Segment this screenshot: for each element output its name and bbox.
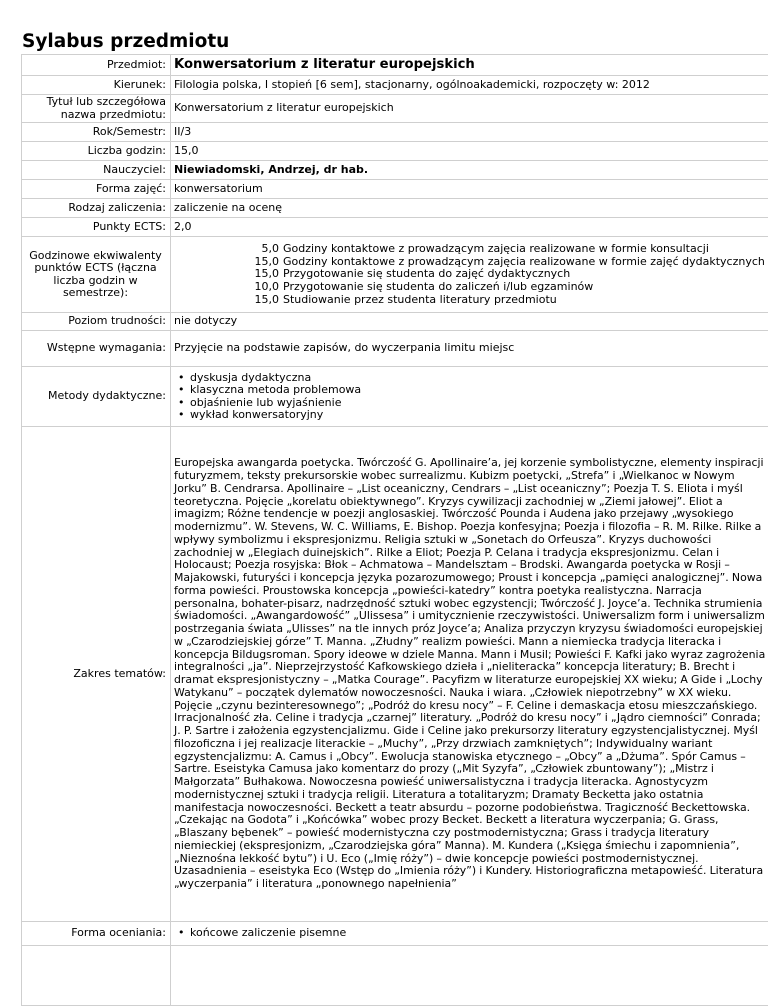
row-forma: [22, 180, 768, 199]
label-trudnosc: Poziom trudności:: [22, 313, 171, 331]
label-ocenianie: Forma oceniania:: [22, 922, 171, 946]
ects-text: Studiowanie przez studenta literatury przedmiotu: [283, 294, 766, 307]
row-ekwiwalent: [22, 237, 768, 313]
list-item: • dyskusja dydaktyczna: [174, 372, 766, 385]
page-title: Sylabus przedmiotu: [22, 31, 229, 52]
ects-hours: 15,0: [245, 256, 279, 269]
methods-list: [174, 372, 766, 422]
row-metody: [22, 367, 768, 427]
value-ekwiwalent: [171, 237, 768, 313]
row-empty: [22, 946, 768, 1006]
ects-hours: 15,0: [245, 294, 279, 307]
row-zakres: [22, 427, 768, 922]
grading-list: [174, 927, 766, 940]
row-zaliczenie: [22, 199, 768, 218]
label-godziny: Liczba godzin:: [22, 142, 171, 161]
value-zakres: Europejska awangarda poetycka. Twórczość G. Apollinaire’a, jej korzenie symbolistyczne, elementy inspiracji futuryzmem, teksty prekursorskie wobec surrealizmu. Kubizm poetycki, „Strefa” i „Wielkanoc w Nowym Jorku” B. Cendrarsa. Apollinaire – „List oceaniczny, Cendrars – „List oceaniczny”; Poezja T. S. Eliota i myśl teoretyczna. Pojęcie „korelatu obiektywnego”. Kryzys cywilizacji zachodniej w „Ziemi jałowej”. Eliot a imagizm; Różne tendencje w poezji anglosaskiej. Twórczość Pounda i Audena jako przejawy „wysokiego modernizmu”. W. Stevens, W. C. Williams, E. Bishop. Poezja konfesyjna; Poezja i filozofia – R. M. Rilke. Rilke a wpływy symbolizmu i ekspresjonizmu. Religia sztuki w „Sonetach do Orfeusza”. Kryzys duchowości zachodniej w „Elegiach duinejskich”. Rilke a Eliot; Poezja P. Celana i tradycja ekspresjonizmu. Celan i Holocaust; Poezja rosyjska: Błok – Achmatowa – Mandelsztam – Brodski. Awangarda poetycka w Rosji – Majakowski, futuryści i koncepcja języka pozarozumowego; Proust i koncepcja „pamięci analogicznej”. Nowa forma powieści. Proustowska koncepcja „powieści-katedry” kontra poetyka realistyczna. Narracja personalna, bohater-pisarz, nadrzędność sztuki wobec egzystencji; Twórczość J. Joyce’a. Technika strumienia świadomości. „Awangardowość” „Ulissesa” i umitycznienie rzeczywistości. Uniwersalizm form i uniwersalizm postrzegania świata „Ulisses” na tle innych próz Joyce’a; Analiza przyczyn kryzysu świadomości europejskiej w „Czarodziejskiej górze” T. Manna. „Złudny” realizm powieści. Mann a niemiecka tradycja literacka i koncepcja Bildugsroman. Spory ideowe w dziele Manna. Mann i Musil; Powieści F. Kafki jako wyraz zagrożenia integralności „ja”. Nieprzejrzystość Kafkowskiego dzieła i „nieliteracka” koncepcja literatury; B. Brecht i dramat ekspresjonistyczny – „Matka Courage”. Pacyfizm w literaturze europejskiej XX wieku; A Gide i „Lochy Watykanu” – początek dylematów nowoczesności. Nauka i wiara. „Człowiek niepotrzebny” w XX wieku. Pojęcie „czynu bezinteresownego”; „Podróż do kresu nocy” – F. Celine i demaskacja etosu mieszczańskiego. Irracjonalność zła. Celine i tradycja „czarnej” literatury. „Podróż do kresu nocy” i „Jądro ciemności” Conrada; J. P. Sartre i założenia egzystencjalizmu. Gide i Celine jako prekursorzy literatury egzystencjalistycznej. Myśl filozoficzna i jej realizacje literackie – „Muchy”, „Przy drzwiach zamkniętych”; Indywidualny wariant egzystencjalizmu: A. Camus i „Obcy”. Ewolucja stanowiska etycznego – „Obcy” a „Dżuma”. Spór Camus – Sartre. Eseistyka Camusa jako komentarz do prozy („Mit Syzyfa”, „Człowiek zbuntowany”); „Mistrz i Małgorzata” Bułhakowa. Nowoczesna powieść uniwersalistyczna i tradycja literacka. Agnostycyzm modernistycznej sztuki i tradycja religii. Literatura a totalitaryzm; Dramaty Becketta jako ostatnia manifestacja nowoczesności. Beckett a teatr absurdu – pozorne podobieństwa. Tragiczność Beckettowska. „Czekając na Godota” i „Końcówka” wobec prozy Becket. Beckett a literatura wyczerpania; G. Grass, „Blaszany bębenek” – powieść modernistyczna czy postmodernistyczna; Grass i tradycja literatury niemieckiej (ekspresjonizm, „Czarodziejska góra” Manna). M. Kundera („Księga śmiechu i zapomnienia”, „Nieznośna lekkość bytu”) i U. Eco („Imię róży”) – dwie koncepcje powieści postmodernistycznej. Uzasadnienia – eseistyka Eco (Wstęp do „Imienia róży”) i Kundery. Historiograficzna metapowieść. Literatura „wyczerpania” i literatura „ponownego napełnienia”: [171, 427, 768, 922]
value-nauczyciel: Niewiadomski, Andrzej, dr hab.: [171, 161, 768, 180]
ects-hours: 5,0: [245, 243, 279, 256]
ects-hours: 10,0: [245, 281, 279, 294]
value-ocenianie: [171, 922, 768, 946]
label-przedmiot: Przedmiot:: [22, 55, 171, 76]
list-item: • objaśnienie lub wyjaśnienie: [174, 397, 766, 410]
value-rok: II/3: [171, 123, 768, 142]
row-ocenianie: [22, 922, 768, 946]
label-forma: Forma zajęć:: [22, 180, 171, 199]
row-trudnosc: [22, 313, 768, 331]
row-wymagania: [22, 331, 768, 367]
value-trudnosc: nie dotyczy: [171, 313, 768, 331]
list-item: • klasyczna metoda problemowa: [174, 384, 766, 397]
list-item: • wykład konwersatoryjny: [174, 409, 766, 422]
value-godziny: 15,0: [171, 142, 768, 161]
label-ects: Punkty ECTS:: [22, 218, 171, 237]
row-rok: [22, 123, 768, 142]
label-kierunek: Kierunek:: [22, 76, 171, 95]
value-tytul: Konwersatorium z literatur europejskich: [171, 95, 768, 123]
value-zaliczenie: zaliczenie na ocenę: [171, 199, 768, 218]
ects-list: [245, 243, 766, 306]
list-item: • końcowe zaliczenie pisemne: [174, 927, 766, 940]
value-wymagania: Przyjęcie na podstawie zapisów, do wyczerpania limitu miejsc: [171, 331, 768, 367]
row-przedmiot: [22, 55, 768, 76]
ects-text: Godziny kontaktowe z prowadzącym zajęcia realizowane w formie konsultacji: [283, 243, 766, 256]
syllabus-table: [21, 54, 768, 1006]
label-zaliczenie: Rodzaj zaliczenia:: [22, 199, 171, 218]
value-kierunek: Filologia polska, I stopień [6 sem], stacjonarny, ogólnoakademicki, rozpoczęty w: 2012: [171, 76, 768, 95]
value-przedmiot: Konwersatorium z literatur europejskich: [171, 55, 768, 76]
label-ekwiwalent: Godzinowe ekwiwalenty punktów ECTS (łączna liczba godzin w semestrze):: [22, 237, 171, 313]
label-metody: Metody dydaktyczne:: [22, 367, 171, 427]
label-rok: Rok/Semestr:: [22, 123, 171, 142]
ects-hours: 15,0: [245, 268, 279, 281]
row-nauczyciel: [22, 161, 768, 180]
value-metody: [171, 367, 768, 427]
empty-value-cell: [171, 946, 768, 1006]
label-zakres: Zakres tematów:: [22, 427, 171, 922]
ects-text: Przygotowanie się studenta do zajęć dydaktycznych: [283, 268, 766, 281]
empty-label-cell: [22, 946, 171, 1006]
label-nauczyciel: Nauczyciel:: [22, 161, 171, 180]
value-ects: 2,0: [171, 218, 768, 237]
row-godziny: [22, 142, 768, 161]
row-kierunek: [22, 76, 768, 95]
label-tytul: Tytuł lub szczegółowa nazwa przedmiotu:: [22, 95, 171, 123]
value-forma: konwersatorium: [171, 180, 768, 199]
ects-text: Przygotowanie się studenta do zaliczeń i/lub egzaminów: [283, 281, 766, 294]
row-tytul: [22, 95, 768, 123]
row-ects: [22, 218, 768, 237]
label-wymagania: Wstępne wymagania:: [22, 331, 171, 367]
ects-text: Godziny kontaktowe z prowadzącym zajęcia realizowane w formie zajęć dydaktycznych: [283, 256, 766, 269]
